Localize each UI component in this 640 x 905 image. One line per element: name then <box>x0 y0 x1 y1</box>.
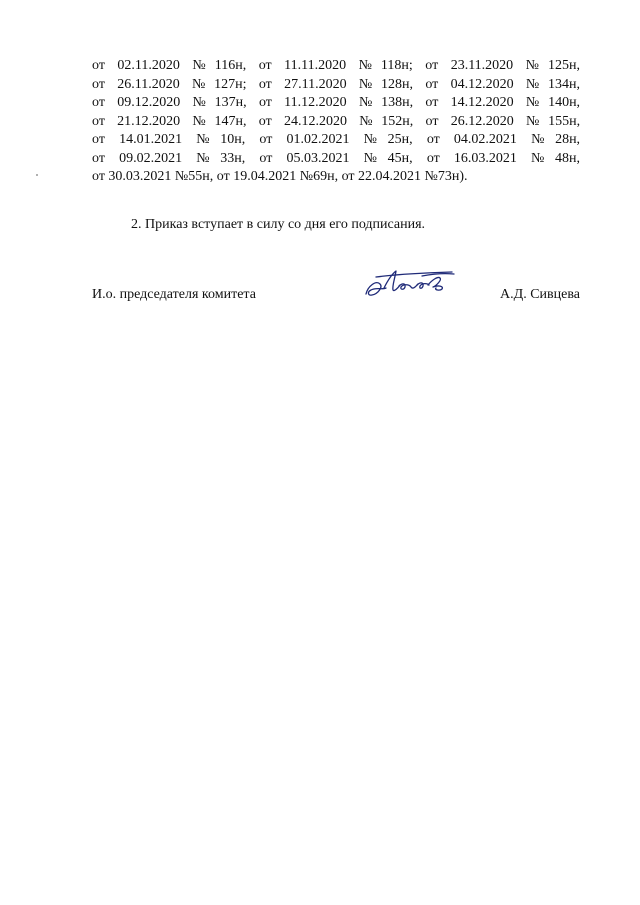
list-word: от 30.03.2021 №55н, от 19.04.2021 №69н, от 22.04.2021 №73н). <box>92 169 468 184</box>
list-word: от 11.12.2020 <box>258 95 347 110</box>
list-word: №138н, <box>358 95 414 110</box>
list-word: от 09.02.2021 <box>92 150 183 166</box>
list-word: от <box>425 58 439 73</box>
list-word: от 21.12.2020 <box>92 113 181 129</box>
list-word: №125н, <box>525 58 580 73</box>
list-word: №127н; <box>192 76 247 92</box>
list-word: №140н, <box>525 95 581 110</box>
signer-title: И.о. председателя комитета <box>92 287 256 302</box>
list-word: от 16.03.2021 №48н, <box>426 150 581 166</box>
list-word: №128н, <box>358 76 414 92</box>
list-line <box>92 94 580 113</box>
list-word: №33н, <box>196 150 246 166</box>
list-word: №134н, <box>525 76 581 92</box>
list-line <box>92 150 580 169</box>
list-word: 04.02.2021 <box>453 132 517 147</box>
list-word: №45н, <box>363 150 413 166</box>
list-word: 05.03.2021 <box>286 150 350 166</box>
list-word: от 26.11.2020 <box>92 76 180 92</box>
list-word: №155н, <box>525 113 581 129</box>
list-word: №25н, <box>363 132 413 147</box>
list-word: 26.12.2020 <box>450 113 514 129</box>
paragraph-entry-into-force: 2. Приказ вступает в силу со дня его подписания. <box>131 217 426 232</box>
list-word: 04.12.2020 <box>450 76 514 92</box>
list-word: от 14.01.2021 <box>92 132 183 147</box>
list-word: №152н, <box>359 113 414 129</box>
list-word: 24.12.2020 <box>283 113 347 129</box>
list-word: от <box>425 113 439 129</box>
list-word: от <box>426 132 440 147</box>
list-word: от <box>258 113 272 129</box>
list-word: от <box>425 95 439 110</box>
list-line <box>92 131 580 150</box>
list-word: №137н, <box>192 95 247 110</box>
list-word: от 27.11.2020 <box>258 76 347 92</box>
list-word: от 02.11.2020 <box>92 58 180 73</box>
scan-speck <box>36 174 38 176</box>
list-word: №28н, <box>531 132 581 147</box>
list-word: 23.11.2020 <box>450 58 514 73</box>
list-line <box>92 76 580 95</box>
list-line <box>92 113 580 132</box>
list-word: 01.02.2021 <box>286 132 350 147</box>
signer-name: А.Д. Сивцева <box>500 287 580 302</box>
list-word: от <box>425 76 439 92</box>
list-line <box>92 57 580 76</box>
list-word: от <box>259 132 273 147</box>
list-word: от 11.11.2020 <box>258 58 347 73</box>
list-word: 14.12.2020 <box>450 95 514 110</box>
list-word: №118н; <box>358 58 413 73</box>
list-word: №116н, <box>192 58 247 73</box>
list-line <box>92 168 580 187</box>
list-word: №147н, <box>192 113 247 129</box>
list-word: №10н, <box>196 132 246 147</box>
list-word: от <box>259 150 273 166</box>
list-word: от 09.12.2020 <box>92 95 181 110</box>
signature-row <box>92 286 580 306</box>
order-list-block <box>92 57 580 187</box>
